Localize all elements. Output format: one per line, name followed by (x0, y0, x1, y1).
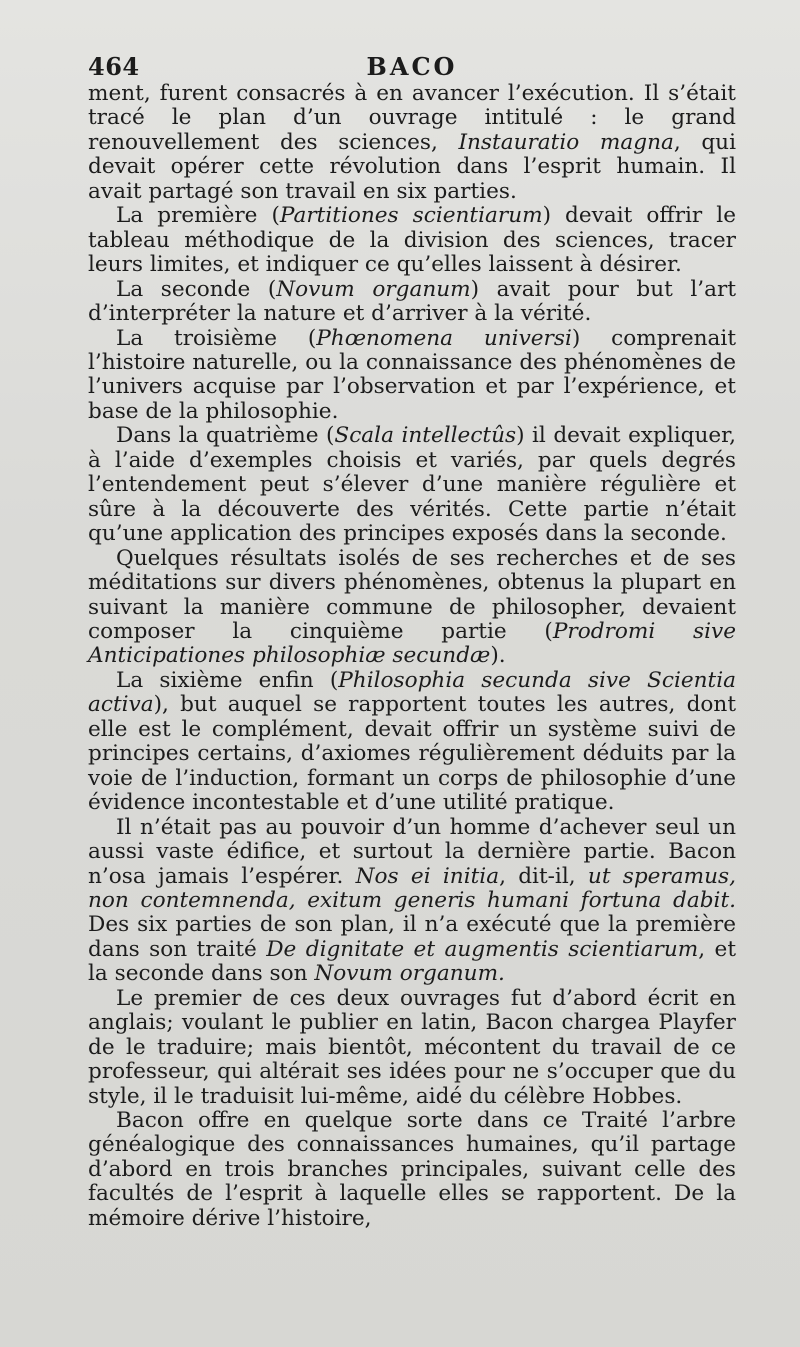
text-segment: Quelques résultats isolés de ses recherches et de ses méditations sur divers phénomènes, obtenus la plupart en suivant la manière commune de philosopher, devaient composer la cinquième partie ( (88, 545, 736, 644)
italic-text-segment: De dignitate et augmentis scientiarum (266, 936, 699, 962)
paragraph (88, 1109, 736, 1231)
paragraph (88, 547, 736, 669)
paragraph (88, 987, 736, 1109)
body-text (88, 82, 736, 1231)
text-segment: Le premier de ces deux ouvrages fut d’abord écrit en anglais; voulant le publier en latin, Bacon chargea Playfer de le traduire; mais bientôt, mécontent du travail de ce professeur, qui altérait ses idées pour ne s’occuper que du style, il le traduisit lui-même, aidé du célèbre Hobbes. (88, 985, 736, 1109)
paragraph (88, 82, 736, 204)
paragraph (88, 816, 736, 987)
text-segment: ) comprenait l’histoire naturelle, ou la connaissance des phénomènes de l’univers acquise par l’observation et par l’expérience, et base de la philosophie. (88, 325, 736, 424)
paragraph (88, 669, 736, 816)
text-segment: ), but auquel se rapportent toutes les autres, dont elle est le complément, devait offrir un système suivi de principes certains, d’axiomes régulièrement déduits par la voie de l’induction, formant un corps de philosophie d’une évidence incontestable et d’une utilité pratique. (88, 692, 736, 816)
text-segment: Dans la quatrième ( (116, 423, 335, 449)
text-segment: , qui devait opérer cette révolution dans l’esprit humain. Il avait partagé son travail en six parties. (88, 129, 736, 204)
text-segment: , dit-il, (499, 863, 588, 889)
text-segment: , et la seconde dans son (88, 936, 737, 987)
italic-text-segment: Prodromi sive Anticipationes philosophiæ secundæ (88, 618, 737, 669)
italic-text-segment: Instauratio magna (458, 129, 674, 155)
text-segment: La troisième ( (116, 325, 317, 351)
text-segment: Bacon offre en quelque sorte dans ce Traité l’arbre généalogique des connaissances humaines, qu’il partage d’abord en trois branches principales, suivant celle des facultés de l’esprit à laquelle elles se rapportent. De la mémoire dérive l’histoire, (88, 1108, 736, 1231)
text-segment: Il n’était pas au pouvoir d’un homme d’achever seul un aussi vaste édifice, et surtout la dernière partie. Bacon n’osa jamais l’espérer. (88, 814, 736, 889)
running-title: BACO (366, 52, 458, 81)
text-segment: ). (490, 643, 506, 669)
text-segment: ) avait pour but l’art d’interpréter la nature et d’arriver à la vérité. (88, 276, 736, 327)
text-segment: La sixième enfin ( (116, 667, 339, 693)
paragraph (88, 327, 736, 425)
page-number: 464 (88, 52, 140, 81)
italic-text-segment: Novum organum. (314, 961, 505, 987)
text-segment: ) il devait expliquer, à l’aide d’exemples choisis et variés, par quels degrés l’entendement peut s’élever d’une manière régulière et sûre à la découverte des vérités. Cette partie n’était qu’une application des principes exposés dans la seconde. (88, 423, 736, 547)
paragraph (88, 278, 736, 327)
text-segment: La seconde ( (116, 276, 277, 302)
text-segment: ) devait offrir le tableau méthodique de la division des sciences, tracer leurs limites, et indiquer ce qu’elles laissent à désirer. (88, 203, 736, 278)
text-segment: Des six parties de son plan, il n’a exécuté que la première dans son traité (88, 912, 736, 962)
italic-text-segment: Scala intellectûs (334, 423, 517, 449)
italic-text-segment: ut speramus, non contemnenda, exitum generis humani fortuna dabit. (88, 863, 736, 913)
text-segment: ment, furent consacrés à en avancer l’exécution. Il s’était tracé le plan d’un ouvrage intitulé : le grand renouvellement des sciences, (88, 81, 736, 155)
italic-text-segment: Novum organum (276, 276, 471, 302)
italic-text-segment: Philosophia secunda sive Scientia activa (88, 667, 736, 718)
paragraph (88, 424, 736, 546)
italic-text-segment: Nos ei initia (355, 863, 500, 889)
italic-text-segment: Phœnomena universi (316, 325, 572, 351)
paragraph (88, 204, 736, 277)
italic-text-segment: Partitiones scientiarum (279, 203, 543, 229)
text-segment: La première ( (116, 203, 280, 229)
